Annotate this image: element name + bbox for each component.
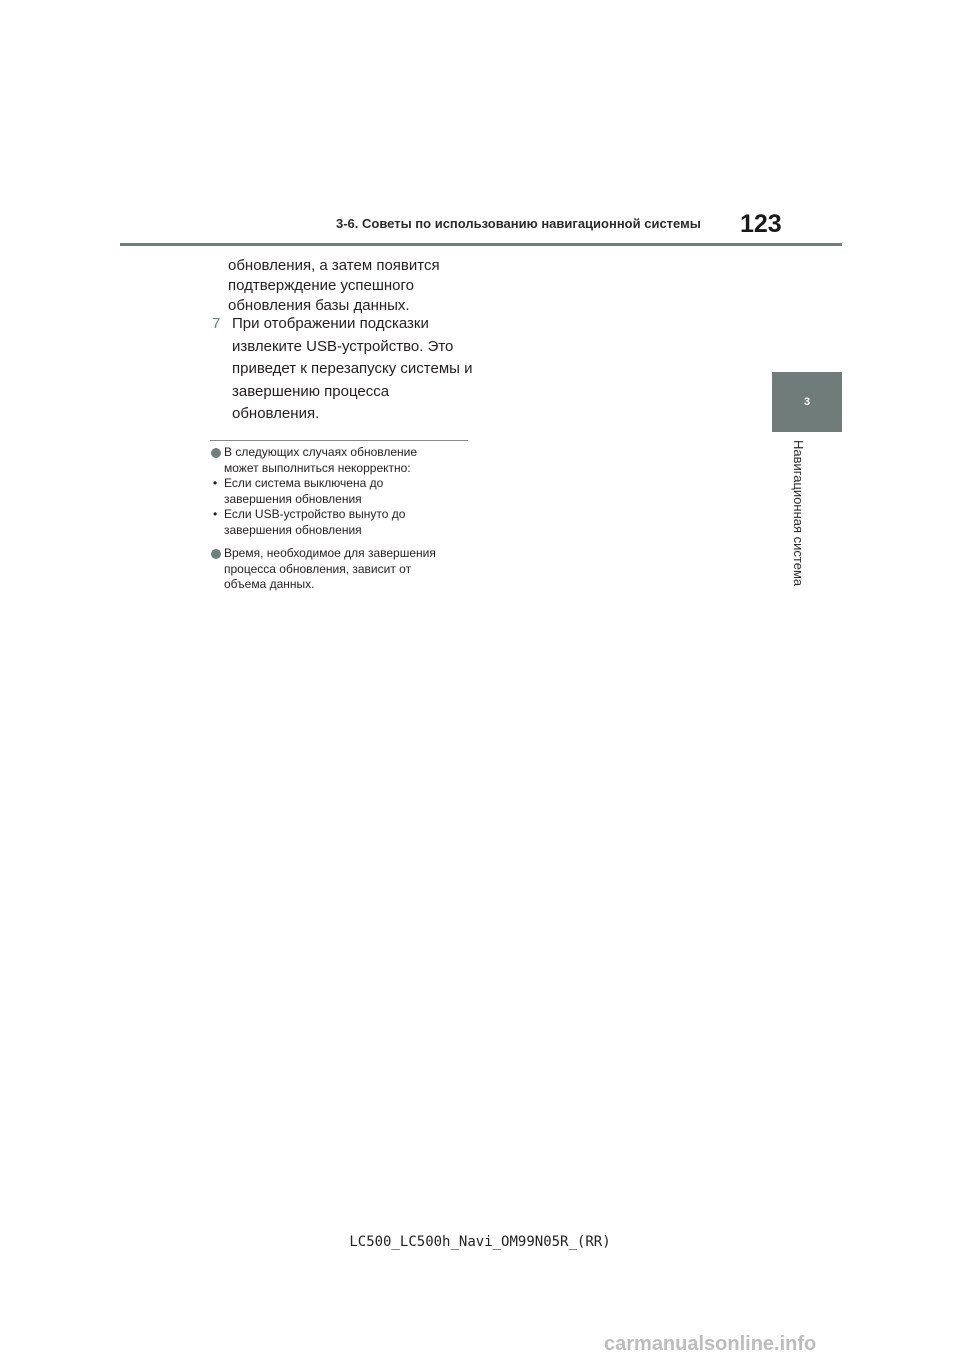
footer-document-code: LC500_LC500h_Navi_OM99N05R_(RR) xyxy=(349,1234,611,1250)
bullet-dot: • xyxy=(213,507,218,521)
header-rule xyxy=(120,243,842,246)
note-body xyxy=(224,546,471,593)
chapter-number: 3 xyxy=(803,396,811,408)
chapter-tab xyxy=(772,372,842,432)
step-text xyxy=(232,313,472,426)
continued-paragraph xyxy=(228,256,478,316)
watermark: carmanualsonline.info xyxy=(604,1333,817,1355)
text-line: извлеките USB-устройство. Это xyxy=(232,337,454,355)
text-line: может выполниться некорректно: xyxy=(224,460,411,475)
note-2 xyxy=(211,546,471,593)
text-line: завершения обновления xyxy=(224,522,362,537)
note-body xyxy=(224,445,471,476)
note-1 xyxy=(211,445,471,538)
text-line: объема данных. xyxy=(224,577,315,591)
chapter-title: Навигационная система xyxy=(791,440,806,587)
bullet-dot: • xyxy=(213,476,218,490)
step-number: 7 xyxy=(212,315,221,332)
note-list-item xyxy=(211,507,471,538)
text-line: Время, необходимое для завершения xyxy=(224,546,436,560)
text-line: завершению процесса xyxy=(232,382,390,400)
text-line: В следующих случаях обновление xyxy=(224,445,418,459)
text-line: обновления, а затем появится xyxy=(228,257,440,274)
text-line: обновления. xyxy=(232,405,320,422)
text-line: Если система выключена до xyxy=(224,476,384,490)
text-line: завершения обновления xyxy=(224,491,362,506)
text-line: приведет к перезапуску системы и xyxy=(232,360,473,377)
text-line: При отображении подсказки xyxy=(232,315,429,332)
page-number: 123 xyxy=(740,210,782,238)
text-line: Если USB-устройство вынуто до xyxy=(224,507,406,521)
note-divider xyxy=(210,440,468,441)
bullet-circle-icon xyxy=(211,448,221,458)
text-line: обновления базы данных. xyxy=(228,297,410,314)
note-list-item xyxy=(211,476,471,507)
step-7 xyxy=(212,313,472,426)
header-section-title: 3-6. Советы по использованию навигационной системы xyxy=(336,216,701,231)
text-line: подтверждение успешного xyxy=(228,277,414,294)
bullet-circle-icon xyxy=(211,549,221,559)
text-line: процесса обновления, зависит от xyxy=(224,561,412,576)
